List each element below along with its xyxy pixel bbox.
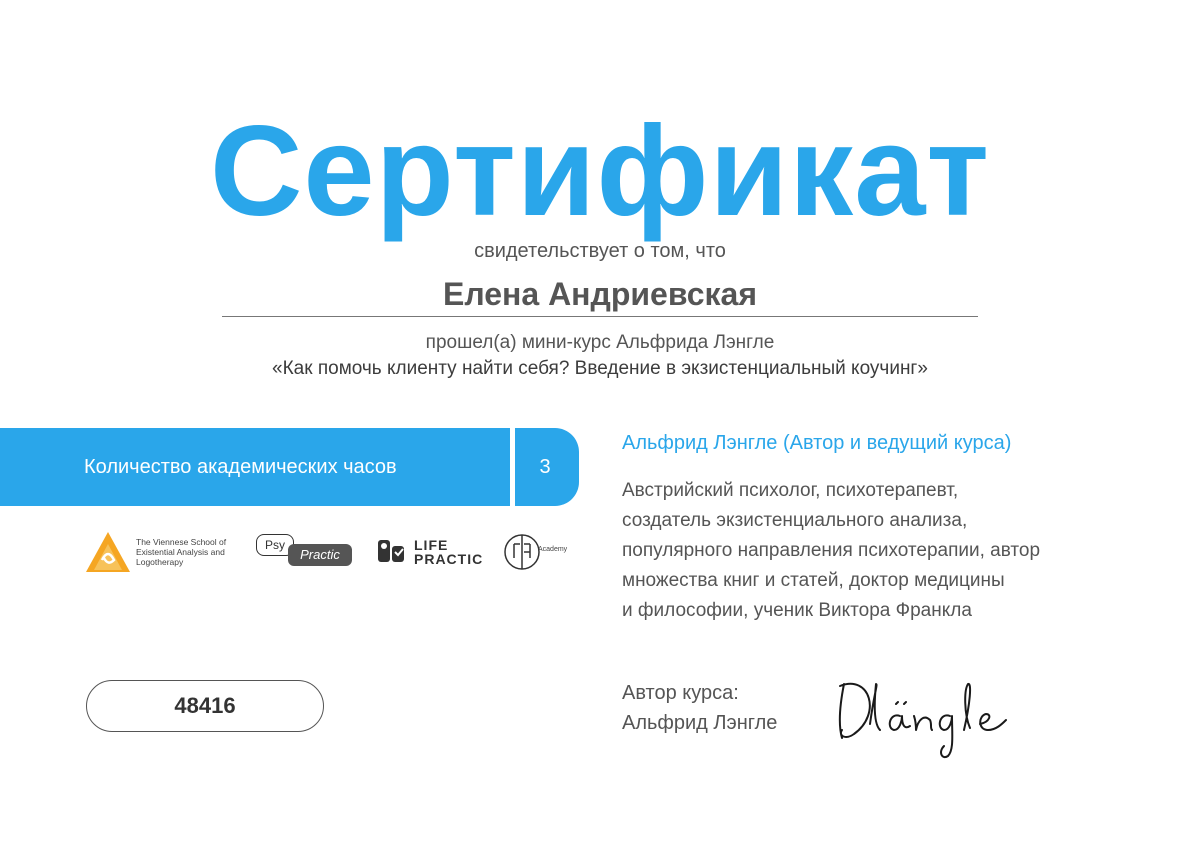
author-bio <box>622 476 1142 626</box>
partner-logos <box>84 526 584 576</box>
life-word: LIFE <box>414 537 449 553</box>
bio-line: популярного направления психотерапии, автор <box>622 540 1041 561</box>
author-signature <box>830 664 1030 764</box>
author-role: (Автор и ведущий курса) <box>783 432 1012 454</box>
signature-label <box>622 678 777 738</box>
recipient-name: Елена Андриевская <box>443 276 757 312</box>
life-practic-text <box>414 538 483 566</box>
academy-logo <box>502 530 572 574</box>
practic-word: PRACTIC <box>414 551 484 567</box>
certificate-subtitle: свидетельствует о том, что <box>474 240 726 262</box>
signature-label-line2: Альфрид Лэнгле <box>622 712 778 734</box>
academy-circle-icon <box>502 530 542 574</box>
certificate-serial-number: 48416 <box>86 680 324 732</box>
author-name: Альфрид Лэнгле <box>622 432 778 454</box>
vienna-triangle-icon <box>84 530 132 574</box>
academy-text: Academy <box>538 546 568 553</box>
certificate-title: Сертификат <box>209 100 991 243</box>
hours-label: Количество академических часов <box>84 456 397 478</box>
hours-value: 3 <box>539 456 551 478</box>
bio-line: множества книг и статей, доктор медицины <box>622 570 1005 591</box>
author-heading <box>622 432 1011 455</box>
psy-practic-logo <box>256 534 352 568</box>
course-title: «Как помочь клиенту найти себя? Введение в экзистенциальный коучинг» <box>272 358 928 379</box>
bio-line: Австрийский психолог, психотерапевт, <box>622 480 959 501</box>
psy-label: Psy <box>256 534 294 556</box>
bio-line: и философии, ученик Виктора Франкла <box>622 600 972 621</box>
life-practic-icon <box>376 536 408 566</box>
name-underline <box>222 316 978 317</box>
passed-course-text: прошел(а) мини-курс Альфрида Лэнгле <box>425 332 775 353</box>
practic-label: Practic <box>288 544 352 566</box>
bio-line: создатель экзистенциального анализа, <box>622 510 968 531</box>
vienna-school-text: The Viennese School of Existential Analysis and Logotherapy <box>136 537 227 567</box>
life-practic-logo <box>376 536 496 566</box>
vienna-school-logo <box>84 530 244 574</box>
signature-label-line1: Автор курса: <box>622 682 739 704</box>
